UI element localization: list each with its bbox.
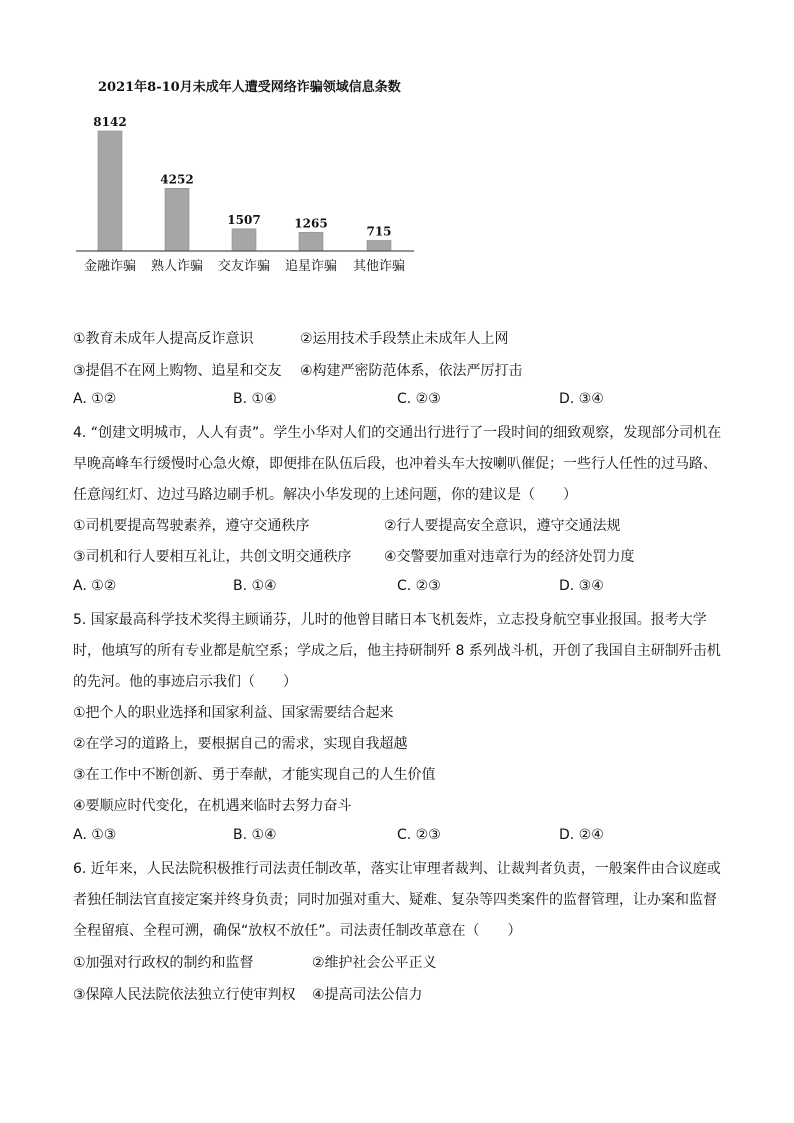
data-label-5: 715	[366, 224, 392, 239]
q3-choice-c: C. ②③	[397, 391, 441, 407]
q4-option-3: ③司机和行人要相互礼让，共创文明交通秩序	[73, 549, 352, 565]
q3-option-3: ③提倡不在网上购物、追星和交友	[73, 363, 282, 379]
q5-choice-d: D. ②④	[559, 827, 604, 843]
q6-stem-line-3: 全程留痕、全程可溯，确保“放权不放任”。司法责任制改革意在（ ）	[73, 923, 522, 939]
category-label-4: 追星诈骗	[284, 259, 338, 274]
q3-option-4: ④构建严密防范体系，依法严厉打击	[300, 363, 523, 379]
q3-choice-a: A. ①②	[73, 391, 117, 407]
category-label-1: 金融诈骗	[83, 259, 137, 274]
q6-stem-line-1: 6. 近年来，人民法院积极推行司法责任制改革，落实让审理者裁判、让裁判者负责，一般案件由合议庭或	[73, 861, 721, 877]
q5-choice-a: A. ①③	[73, 827, 117, 843]
bar-1	[98, 131, 122, 251]
data-label-4: 1265	[294, 216, 328, 231]
q5-choice-c: C. ②③	[397, 827, 441, 843]
q4-stem-line-2: 早晚高峰车行缓慢时心急火燎，即便排在队伍后段，也冲着头车大按喇叭催促；一些行人任性的过马路、	[73, 456, 717, 472]
bar-3	[232, 229, 256, 251]
q6-option-1: ①加强对行政权的制约和监督	[73, 955, 254, 971]
category-label-5: 其他诈骗	[352, 259, 406, 274]
bar-chart	[0, 0, 794, 290]
category-label-3: 交友诈骗	[217, 259, 271, 274]
q4-choice-c: C. ②③	[397, 578, 441, 594]
q4-stem-line-3: 任意闯红灯、边过马路边刷手机。解决小华发现的上述问题，你的建议是（ ）	[73, 487, 577, 503]
q4-option-1: ①司机要提高驾驶素养，遵守交通秩序	[73, 518, 310, 534]
q3-option-2: ②运用技术手段禁止未成年人上网	[300, 331, 509, 347]
q4-option-2: ②行人要提高安全意识，遵守交通法规	[384, 518, 621, 534]
q5-stem-line-2: 时，他填写的所有专业都是航空系；学成之后，他主持研制歼 8 系列战斗机，开创了我国自主研制歼击机	[73, 643, 721, 659]
chart-title: 2021年8-10月未成年人遭受网络诈骗领域信息条数	[98, 80, 401, 95]
bar-4	[299, 232, 323, 251]
q5-choice-b: B. ①④	[233, 827, 277, 843]
q6-option-4: ④提高司法公信力	[312, 987, 423, 1003]
bar-5	[367, 240, 391, 251]
q5-option-2: ②在学习的道路上，要根据自己的需求，实现自我超越	[73, 736, 408, 752]
q4-stem-line-1: 4. “创建文明城市，人人有责”。学生小华对人们的交通出行进行了一段时间的细致观察，发现部分司机在	[73, 425, 722, 441]
q5-option-1: ①把个人的职业选择和国家利益、国家需要结合起来	[73, 705, 394, 721]
bar-2	[165, 188, 189, 251]
q6-option-3: ③保障人民法院依法独立行使审判权	[73, 987, 296, 1003]
q5-stem-line-3: 的先河。他的事迹启示我们（ ）	[73, 674, 297, 690]
q4-option-4: ④交警要加重对违章行为的经济处罚力度	[384, 549, 635, 565]
q3-choice-d: D. ③④	[559, 391, 604, 407]
q4-choice-b: B. ①④	[233, 578, 277, 594]
data-label-3: 1507	[227, 212, 261, 227]
q4-choice-d: D. ③④	[559, 578, 604, 594]
q6-option-2: ②维护社会公平正义	[312, 955, 437, 971]
q6-stem-line-2: 者独任制法官直接定案并终身负责；同时加强对重大、疑难、复杂等四类案件的监督管理，让办案和监督	[73, 892, 717, 908]
q5-stem-line-1: 5. 国家最高科学技术奖得主顾诵芬，儿时的他曾目睹日本飞机轰炸，立志投身航空事业报国。报考大学	[73, 612, 707, 628]
data-label-1: 8142	[93, 115, 127, 129]
q5-option-3: ③在工作中不断创新、勇于奉献，才能实现自己的人生价值	[73, 767, 436, 783]
data-label-2: 4252	[160, 172, 194, 187]
category-label-2: 熟人诈骗	[150, 259, 204, 274]
q3-choice-b: B. ①④	[233, 391, 277, 407]
q3-option-1: ①教育未成年人提高反诈意识	[73, 331, 254, 347]
q5-option-4: ④要顺应时代变化，在机遇来临时去努力奋斗	[73, 798, 352, 814]
q4-choice-a: A. ①②	[73, 578, 117, 594]
